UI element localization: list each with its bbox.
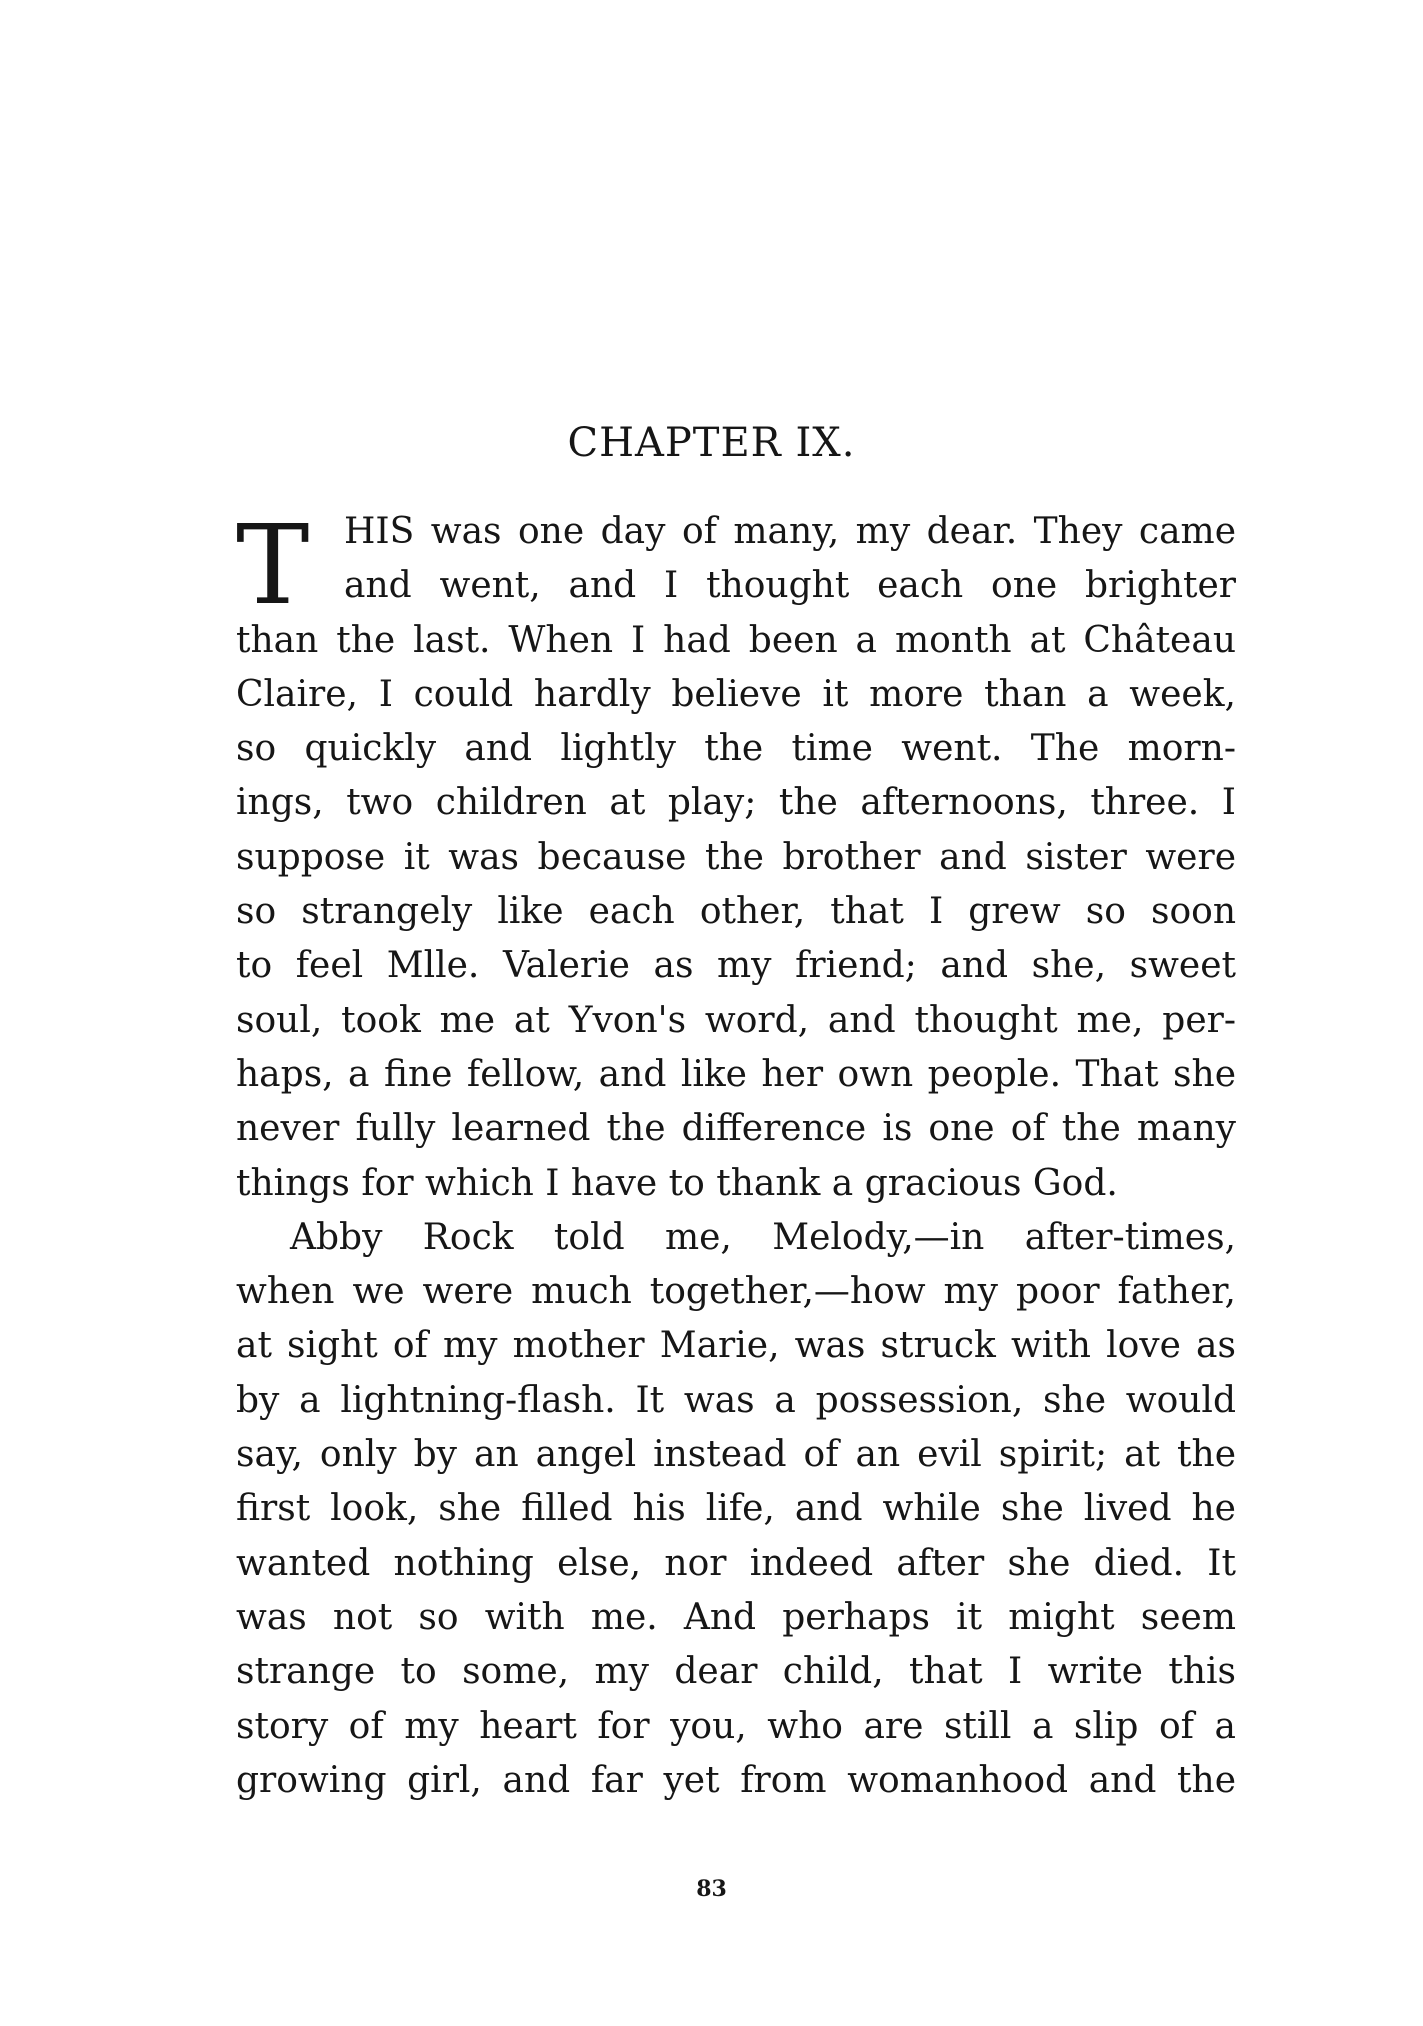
text-line: was not so with me. And perhaps it might seem [236,1596,1236,1638]
text-line: suppose it was because the brother and sister were [236,836,1236,878]
text-line: and went, and I thought each one brighter [344,565,1236,607]
text-line: at sight of my mother Marie, was struck with love as [236,1325,1236,1367]
text-line: so strangely like each other, that I grew so soon [236,891,1236,933]
text-line: strange to some, my dear child, that I write this [236,1651,1236,1693]
text-line: so quickly and lightly the time went. The morn- [236,728,1236,770]
text-line: to feel Mlle. Valerie as my friend; and she, sweet [236,945,1236,987]
text-line: ings, two children at play; the afternoons, three. I [236,782,1236,824]
chapter-title: CHAPTER IX. [567,420,856,466]
text-line: say, only by an angel instead of an evil spirit; at the [236,1434,1236,1476]
text-line: Abby Rock told me, Melody,—in after-times, [290,1216,1236,1258]
text-line: haps, a fine fellow, and like her own people. That she [236,1053,1236,1095]
text-line: wanted nothing else, nor indeed after she died. It [236,1542,1236,1584]
page-number: 83 [696,1876,727,1902]
text-line: than the last. When I had been a month at Château [236,619,1236,661]
text-line: growing girl, and far yet from womanhood and the [236,1759,1236,1801]
text-line: first look, she filled his life, and while she lived he [236,1488,1236,1530]
text-line: when we were much together,—how my poor father, [236,1271,1236,1313]
text-line: Claire, I could hardly believe it more than a week, [236,673,1236,715]
text-line: story of my heart for you, who are still a slip of a [236,1705,1236,1747]
body-text [236,501,1236,1808]
text-line: soul, took me at Yvon's word, and thought me, per- [236,999,1236,1041]
text-line: things for which I have to thank a gracious God. [236,1162,1118,1204]
text-line: never fully learned the difference is one of the many [236,1108,1236,1150]
drop-cap: T [236,501,310,629]
text-line: HIS was one day of many, my dear. They came [344,511,1236,552]
text-line: by a lightning-flash. It was a possession, she would [236,1379,1236,1421]
